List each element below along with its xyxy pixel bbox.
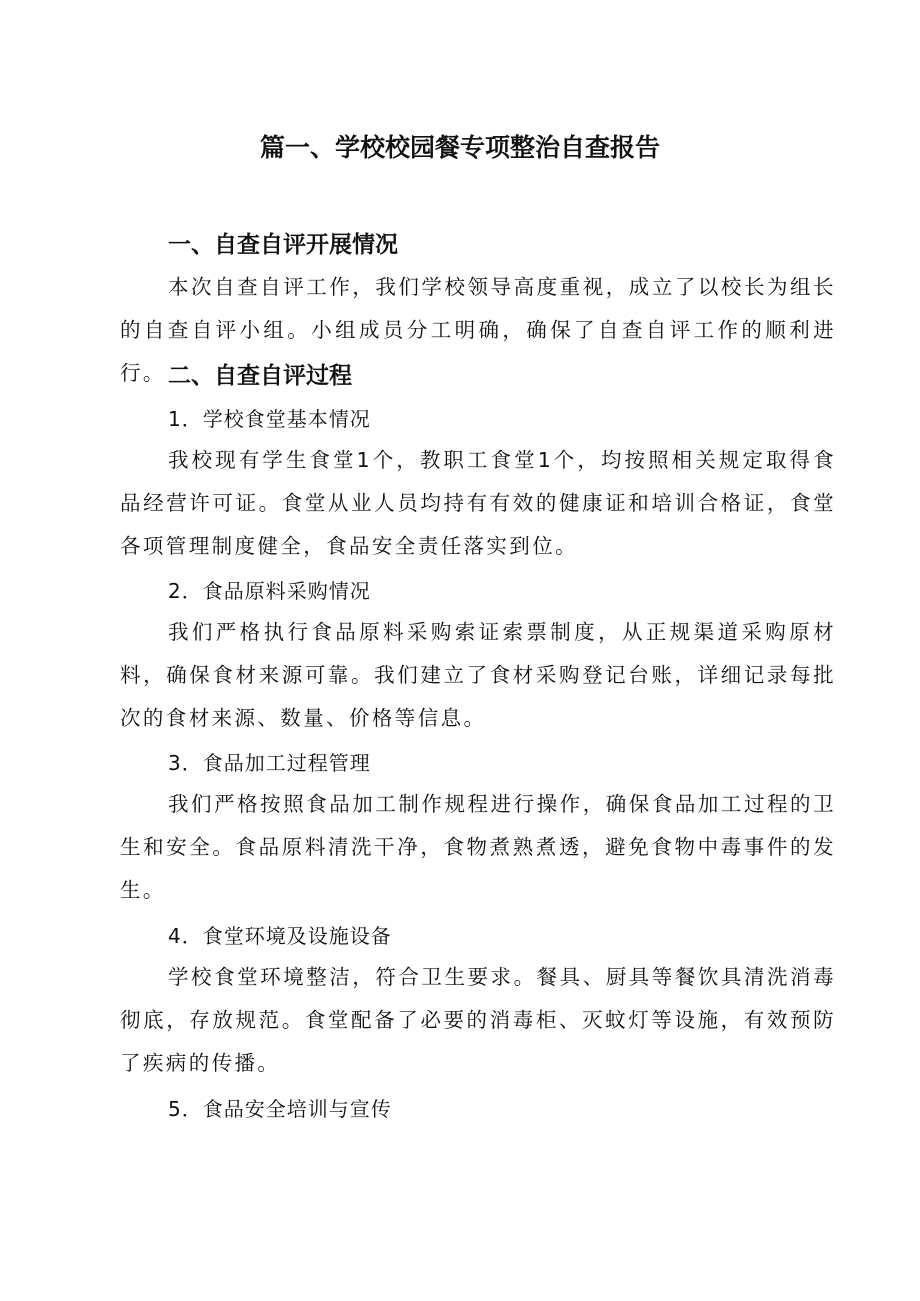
subsection-heading-5: 5．食品安全培训与宣传 [168, 1097, 392, 1121]
subsection-paragraph-1: 我校现有学生食堂1个，教职工食堂1个，均按照相关规定取得食品经营许可证。食堂从业人员均持有有效的健康证和培训合格证，食堂各项管理制度健全，食品安全责任落实到位。 [120, 448, 836, 558]
subsection-heading-2: 2．食品原料采购情况 [168, 579, 371, 603]
section-heading-2: 二、自查自评过程 [168, 363, 352, 389]
subsection-heading-4: 4．食堂环境及设施设备 [168, 924, 392, 948]
section-heading-1: 一、自查自评开展情况 [168, 232, 398, 258]
subsection-paragraph-3: 我们严格按照食品加工制作规程进行操作，确保食品加工过程的卫生和安全。食品原料清洗干净，食物煮熟煮透，避免食物中毒事件的发生。 [120, 792, 836, 902]
document-title: 篇一、学校校园餐专项整治自查报告 [259, 133, 660, 162]
subsection-heading-1: 1．学校食堂基本情况 [168, 407, 371, 431]
subsection-heading-3: 3．食品加工过程管理 [168, 751, 371, 775]
section-paragraph-1: 本次自查自评工作，我们学校领导高度重视，成立了以校长为组长的自查自评小组。小组成员分工明确，确保了自查自评工作的顺利进行。 [120, 275, 836, 385]
subsection-paragraph-4: 学校食堂环境整洁，符合卫生要求。餐具、厨具等餐饮具清洗消毒彻底，存放规范。食堂配备了必要的消毒柜、灭蚊灯等设施，有效预防了疾病的传播。 [120, 965, 836, 1075]
subsection-paragraph-2: 我们严格执行食品原料采购索证索票制度，从正规渠道采购原材料，确保食材来源可靠。我们建立了食材采购登记台账，详细记录每批次的食材来源、数量、价格等信息。 [120, 620, 836, 730]
